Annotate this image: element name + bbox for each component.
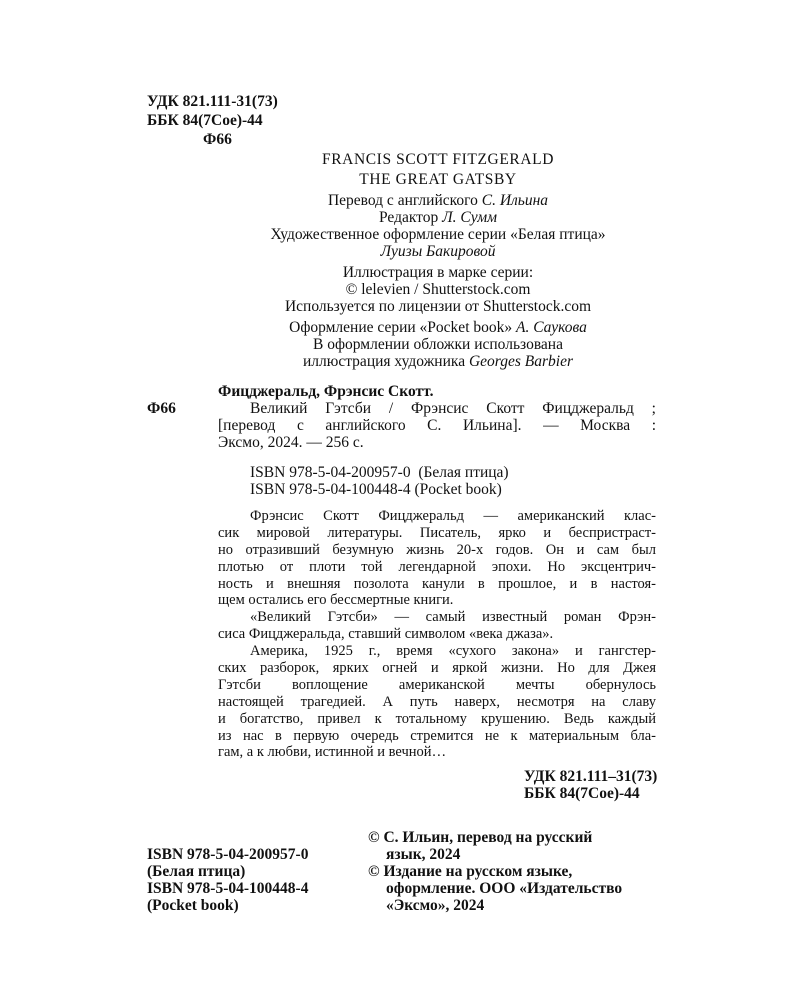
- annotation: [218, 508, 656, 761]
- isbn-line: (Белая птица): [147, 863, 246, 880]
- copyright-line: оформление. ООО «Издательство: [386, 880, 623, 897]
- design-credit: Художественное оформление серии «Белая птица»: [270, 226, 606, 243]
- cover-artist: Georges Barbier: [468, 353, 573, 370]
- cover-label: иллюстрация художника: [303, 353, 466, 370]
- annotation-line: сик мировой литературы. Писатель, ярко и беспристраст-: [218, 524, 656, 541]
- editor-label: Редактор: [378, 209, 439, 226]
- annotation-line: сиса Фицджеральда, ставший символом «века джаза».: [218, 626, 554, 643]
- original-title: THE GREAT GATSBY: [359, 171, 517, 188]
- annotation-line: плотью от плоти той легендарной эпохи. Но эксцентрич-: [218, 558, 656, 575]
- translation-label: Перевод с английского: [327, 192, 478, 209]
- catalog-isbn: ISBN 978-5-04-200957-0 (Белая птица): [250, 464, 509, 481]
- editor-credit: [218, 209, 658, 226]
- bbk-code: ББК 84(7Сое)-44: [147, 112, 263, 129]
- cover-credit-2: [218, 353, 658, 370]
- isbn-line: ISBN 978-5-04-100448-4: [147, 880, 309, 897]
- illustration-credit-1: Иллюстрация в марке серии:: [342, 264, 534, 281]
- annotation-line: ских разборок, ярких огней и яркой жизни. Но для Джея: [218, 660, 656, 677]
- pocket-series-credit: [218, 319, 658, 336]
- pocket-designer: А. Саукова: [516, 319, 587, 336]
- annotation-line: и богатство, привел к тотальному крушению. Ведь каждый: [218, 710, 656, 727]
- catalog-line: [перевод с английского С. Ильина]. — Москва :: [218, 417, 656, 434]
- isbn-line: ISBN 978-5-04-200957-0: [147, 846, 309, 863]
- copyright-line: «Эксмо», 2024: [386, 897, 485, 914]
- designer-name: Луизы Бакировой: [380, 243, 496, 260]
- annotation-line: ность и внешняя позолота канули в прошлое, и в настоя-: [218, 575, 656, 592]
- editor-name: Л. Сумм: [442, 209, 497, 226]
- catalog-line: Великий Гэтсби / Фрэнсис Скотт Фицджеральд ;: [250, 400, 656, 417]
- copyright-line: язык, 2024: [386, 846, 461, 863]
- translator-name: С. Ильина: [481, 192, 549, 209]
- original-author: FRANCIS SCOTT FITZGERALD: [322, 151, 554, 168]
- credits-block: [218, 151, 658, 370]
- annotation-line: Фрэнсис Скотт Фицджеральд — американский клас-: [250, 508, 656, 524]
- annotation-line: щем остались его бессмертные книги.: [218, 592, 454, 609]
- cover-credit-1: В оформлении обложки использована: [313, 336, 563, 353]
- annotation-line: Америка, 1925 г., время «сухого закона» и гангстер-: [250, 643, 656, 660]
- catalog-entry: [218, 400, 656, 498]
- footer-bbk: ББК 84(7Сое)-44: [524, 785, 640, 802]
- illustration-credit-3: Используется по лицензии от Shutterstock.com: [284, 298, 592, 315]
- catalog-line: Эксмо, 2024. — 256 с.: [218, 434, 364, 451]
- copyright-line: © Издание на русском языке,: [368, 863, 573, 880]
- annotation-line: из нас в первую очередь стремится не к материальным бла-: [218, 727, 656, 744]
- annotation-line: «Великий Гэтсби» — самый известный роман Фрэн-: [250, 609, 656, 626]
- annotation-line: Гэтсби воплощение американской мечты обернулось: [218, 676, 656, 693]
- annotation-line: гам, а к любви, истинной и вечной…: [218, 744, 447, 761]
- catalog-isbn: ISBN 978-5-04-100448-4 (Pocket book): [250, 481, 502, 498]
- author-mark: Ф66: [203, 131, 232, 148]
- pocket-label: Оформление серии «Pocket book»: [289, 319, 513, 336]
- catalog-code: Ф66: [147, 400, 176, 417]
- translation-credit: [218, 192, 658, 209]
- catalog-author: Фицджеральд, Фрэнсис Скотт.: [218, 383, 434, 400]
- annotation-line: настоящей трагедией. А путь наверх, несмотря на славу: [218, 693, 656, 710]
- illustration-credit-2: © lelevien / Shutterstock.com: [345, 281, 531, 298]
- annotation-line: но отразивший безумную жизнь 20-х годов. Он и сам был: [218, 541, 656, 558]
- udk-code: УДК 821.111-31(73): [147, 93, 278, 110]
- classification-header: [147, 93, 278, 148]
- copyright-line: © С. Ильин, перевод на русский: [368, 829, 593, 846]
- footer-codes: [524, 768, 657, 802]
- bottom-isbn: [147, 846, 308, 914]
- copyright-block: [368, 829, 622, 914]
- footer-udk: УДК 821.111–31(73): [524, 768, 658, 785]
- isbn-line: (Pocket book): [147, 897, 239, 914]
